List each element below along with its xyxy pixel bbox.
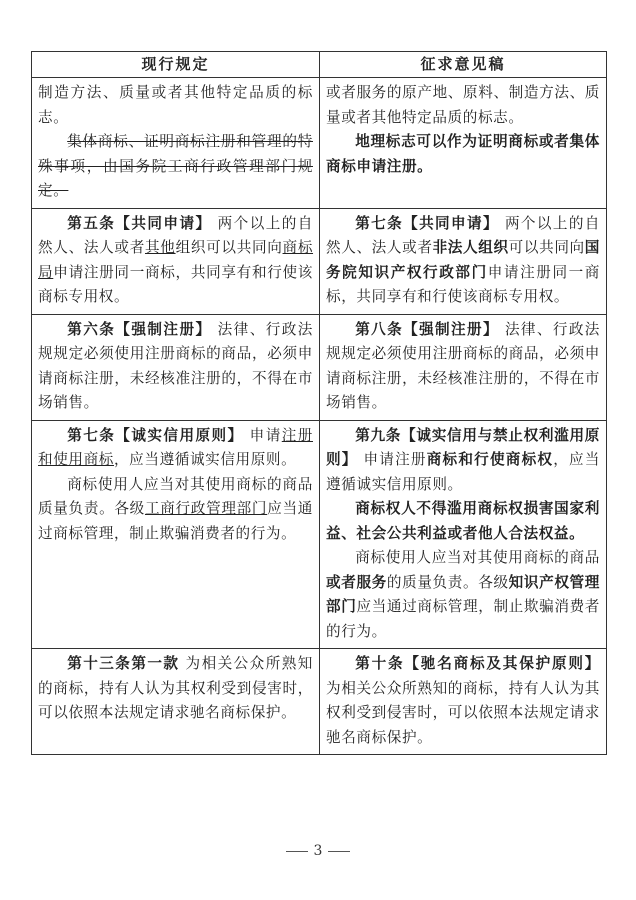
paragraph [326, 318, 600, 416]
text: 申请注册同一商标，共同享有和行使该商标专用权。 [326, 263, 600, 305]
bold-text: 国务院知识产权行政部门 [326, 239, 600, 281]
current-rule-cell [32, 208, 320, 314]
paragraph [326, 130, 600, 179]
text: 申请 [243, 426, 282, 444]
draft-rule-cell [320, 420, 607, 649]
text: 应当通过商标管理，制止欺骗消费者的行为。 [326, 598, 600, 640]
paragraph [326, 424, 600, 498]
text: 两个以上的自然人、法人或者 [38, 214, 313, 256]
bold-text: 第五条【共同申请】 [67, 214, 212, 232]
bold-text: 第十三条第一款 [67, 655, 180, 672]
bold-text: 或者服务 [326, 573, 387, 591]
text: 两个以上的自然人、法人或者 [326, 214, 601, 256]
draft-rule-cell [320, 314, 607, 420]
paragraph [326, 652, 600, 750]
paragraph [326, 212, 600, 310]
paragraph [326, 546, 600, 644]
text: 制造方法、质量或者其他特定品质的标志。 [38, 84, 313, 126]
text: 申请注册 [357, 451, 427, 468]
bold-text: 地理标志可以作为证明商标或者集体商标申请注册。 [326, 133, 600, 175]
table-row [32, 420, 607, 649]
bold-text: 商标和行使商标权 [426, 451, 554, 468]
paragraph [326, 497, 600, 546]
bold-text: 非法人组织 [432, 239, 509, 256]
paragraph [38, 318, 313, 416]
page-number: 3 [313, 843, 323, 859]
header-row [32, 52, 607, 78]
text: 法律、行政法规规定必须使用注册商标的商品，必须申请商标注册，未经核准注册的，不得在市场销售。 [326, 320, 601, 411]
text: 的质量负责。各级 [386, 573, 509, 591]
comparison-table [31, 51, 607, 755]
text: 组织可以共同向 [175, 239, 283, 256]
text: 应当通过商标管理，制止欺骗消费者的行为。 [38, 500, 313, 542]
underlined-text: 注册和使用商标 [38, 426, 313, 468]
bold-text: 第六条【强制注册】 [67, 320, 212, 338]
bold-text: 第九条【诚实信用与禁止权利滥用原则】 [326, 426, 600, 468]
paragraph [38, 212, 313, 310]
paragraph [38, 473, 313, 547]
text: ，应当遵循诚实信用原则。 [326, 451, 600, 493]
table-row [32, 78, 607, 209]
header-current-rules: 现行规定 [32, 52, 320, 78]
paragraph [38, 130, 313, 204]
underlined-text: 工商行政管理部门 [144, 500, 268, 517]
text: 可以共同向 [508, 239, 585, 256]
page-footer [0, 843, 636, 859]
text: 为相关公众所熟知的商标，持有人认为其权利受到侵害时，可以依照本法规定请求驰名商标保护。 [326, 679, 600, 746]
text: 为相关公众所熟知的商标，持有人认为其权利受到侵害时，可以依照本法规定请求驰名商标保护。 [38, 655, 313, 721]
draft-rule-cell [320, 78, 607, 209]
text: 商标使用人应当对其使用商标的商品质量负责。各级 [38, 475, 313, 517]
underlined-text: 商标局 [38, 239, 314, 281]
paragraph [38, 81, 313, 130]
current-rule-cell [32, 78, 320, 209]
table-row [32, 208, 607, 314]
paragraph [38, 424, 313, 473]
footer-dash-right [328, 851, 350, 852]
bold-text: 第十条【驰名商标及其保护原则】 [355, 655, 600, 672]
bold-text: 知识产权管理部门 [326, 573, 600, 615]
current-rule-cell [32, 420, 320, 649]
text: 商标使用人应当对其使用商标的商品 [355, 549, 600, 566]
table-row [32, 314, 607, 420]
bold-text: 商标权人不得滥用商标权损害国家利益、社会公共利益或者他人合法权益。 [326, 500, 600, 542]
draft-rule-cell [320, 649, 607, 755]
bold-text: 第八条【强制注册】 [355, 320, 499, 338]
footer-dash-left [286, 851, 308, 852]
text: 或者服务的原产地、原料、制造方法、质量或者其他特定品质的标志。 [326, 84, 600, 126]
table-row [32, 649, 607, 755]
text: 申请注册同一商标，共同享有和行使该商标专用权。 [38, 263, 314, 305]
current-rule-cell [32, 314, 320, 420]
struck-text: 集体商标、证明商标注册和管理的特殊事项，由国务院工商行政管理部门规定。 [38, 133, 313, 199]
paragraph [326, 81, 600, 130]
header-draft-for-comment: 征求意见稿 [320, 52, 607, 78]
text: ，应当遵循诚实信用原则。 [113, 451, 297, 468]
bold-text: 第七条【诚实信用原则】 [67, 426, 244, 444]
current-rule-cell [32, 649, 320, 755]
bold-text: 第七条【共同申请】 [355, 214, 499, 232]
draft-rule-cell [320, 208, 607, 314]
underlined-text: 其他 [144, 239, 176, 256]
text: 法律、行政法规规定必须使用注册商标的商品，必须申请商标注册，未经核准注册的，不得在市场销售。 [38, 320, 313, 411]
paragraph [38, 652, 313, 726]
